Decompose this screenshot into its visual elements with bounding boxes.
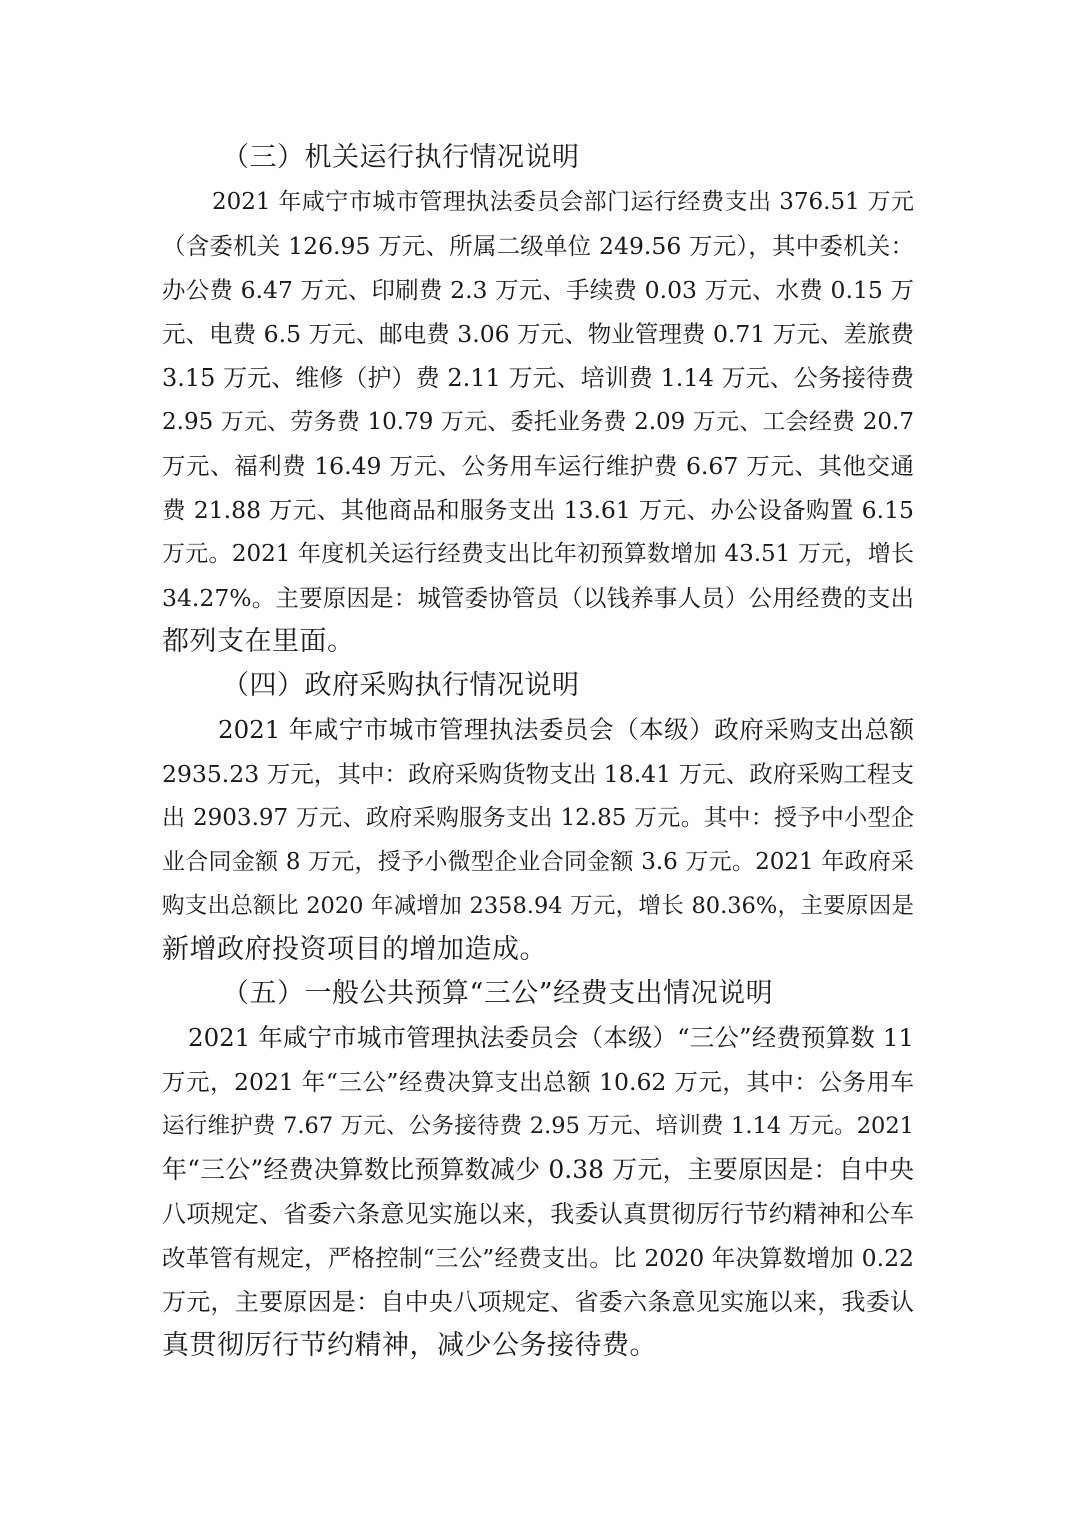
section-4-heading: （四）政府采购执行情况说明 bbox=[222, 670, 580, 701]
section-4-line-1: 2021 年咸宁市城市管理执法委员会（本级）政府采购支出总额 bbox=[218, 715, 914, 744]
section-3-line-1: 2021 年咸宁市城市管理执法委员会部门运行经费支出 376.51 万元 bbox=[212, 189, 914, 215]
section-5-line-7: 万元，主要原因是：自中央八项规定、省委六条意见实施以来，我委认 bbox=[162, 1288, 914, 1316]
section-3-line-11: 都列支在里面。 bbox=[162, 626, 355, 657]
section-5-line-4: 年“三公”经费决算数比预算数减少 0.38 万元，主要原因是：自中央 bbox=[162, 1155, 914, 1184]
section-4-line-6: 新增政府投资项目的增加造成。 bbox=[162, 934, 547, 965]
section-3-heading: （三）机关运行执行情况说明 bbox=[222, 142, 580, 173]
section-4-line-4: 业合同金额 8 万元，授予小微型企业合同金额 3.6 万元。2021 年政府采 bbox=[162, 849, 914, 875]
section-4-line-2: 2935.23 万元，其中：政府采购货物支出 18.41 万元、政府采购工程支 bbox=[162, 760, 914, 788]
section-3-line-9: 万元。2021 年度机关运行经费支出比年初预算数增加 43.51 万元，增长 bbox=[162, 541, 914, 567]
section-4-line-5: 购支出总额比 2020 年减增加 2358.94 万元，增长 80.36%，主要原因是 bbox=[162, 893, 914, 919]
section-5-line-8: 真贯彻厉行节约精神，减少公务接待费。 bbox=[162, 1330, 657, 1361]
section-5-heading: （五）一般公共预算“三公”经费支出情况说明 bbox=[222, 978, 774, 1009]
section-3-line-2: （含委机关 126.95 万元、所属二级单位 249.56 万元），其中委机关： bbox=[162, 232, 914, 260]
section-5-line-6: 改革管有规定，严格控制“三公”经费支出。比 2020 年决算数增加 0.22 bbox=[162, 1244, 914, 1272]
section-3-line-3: 办公费 6.47 万元、印刷费 2.3 万元、手续费 0.03 万元、水费 0.15 万 bbox=[162, 276, 914, 304]
section-5-line-2: 万元，2021 年“三公”经费决算支出总额 10.62 万元，其中：公务用车 bbox=[162, 1068, 914, 1096]
section-3-line-5: 3.15 万元、维修（护）费 2.11 万元、培训费 1.14 万元、公务接待费 bbox=[162, 364, 914, 392]
section-3-line-6: 2.95 万元、劳务费 10.79 万元、委托业务费 2.09 万元、工会经费 20.7 bbox=[162, 409, 914, 435]
section-3-line-4: 元、电费 6.5 万元、邮电费 3.06 万元、物业管理费 0.71 万元、差旅费 bbox=[162, 320, 914, 348]
section-5-line-1: 2021 年咸宁市城市管理执法委员会（本级）“三公”经费预算数 11 bbox=[188, 1023, 914, 1052]
section-3-line-10: 34.27%。主要原因是：城管委协管员（以钱养事人员）公用经费的支出 bbox=[162, 584, 914, 612]
section-5-line-5: 八项规定、省委六条意见实施以来，我委认真贯彻厉行节约精神和公车 bbox=[162, 1200, 914, 1228]
section-5-line-3: 运行维护费 7.67 万元、公务接待费 2.95 万元、培训费 1.14 万元。2021 bbox=[162, 1113, 914, 1139]
section-3-line-7: 万元、福利费 16.49 万元、公务用车运行维护费 6.67 万元、其他交通 bbox=[162, 452, 914, 480]
section-3-line-8: 费 21.88 万元、其他商品和服务支出 13.61 万元、办公设备购置 6.15 bbox=[162, 496, 914, 524]
section-4-line-3: 出 2903.97 万元、政府采购服务支出 12.85 万元。其中：授予中小型企 bbox=[162, 805, 914, 831]
